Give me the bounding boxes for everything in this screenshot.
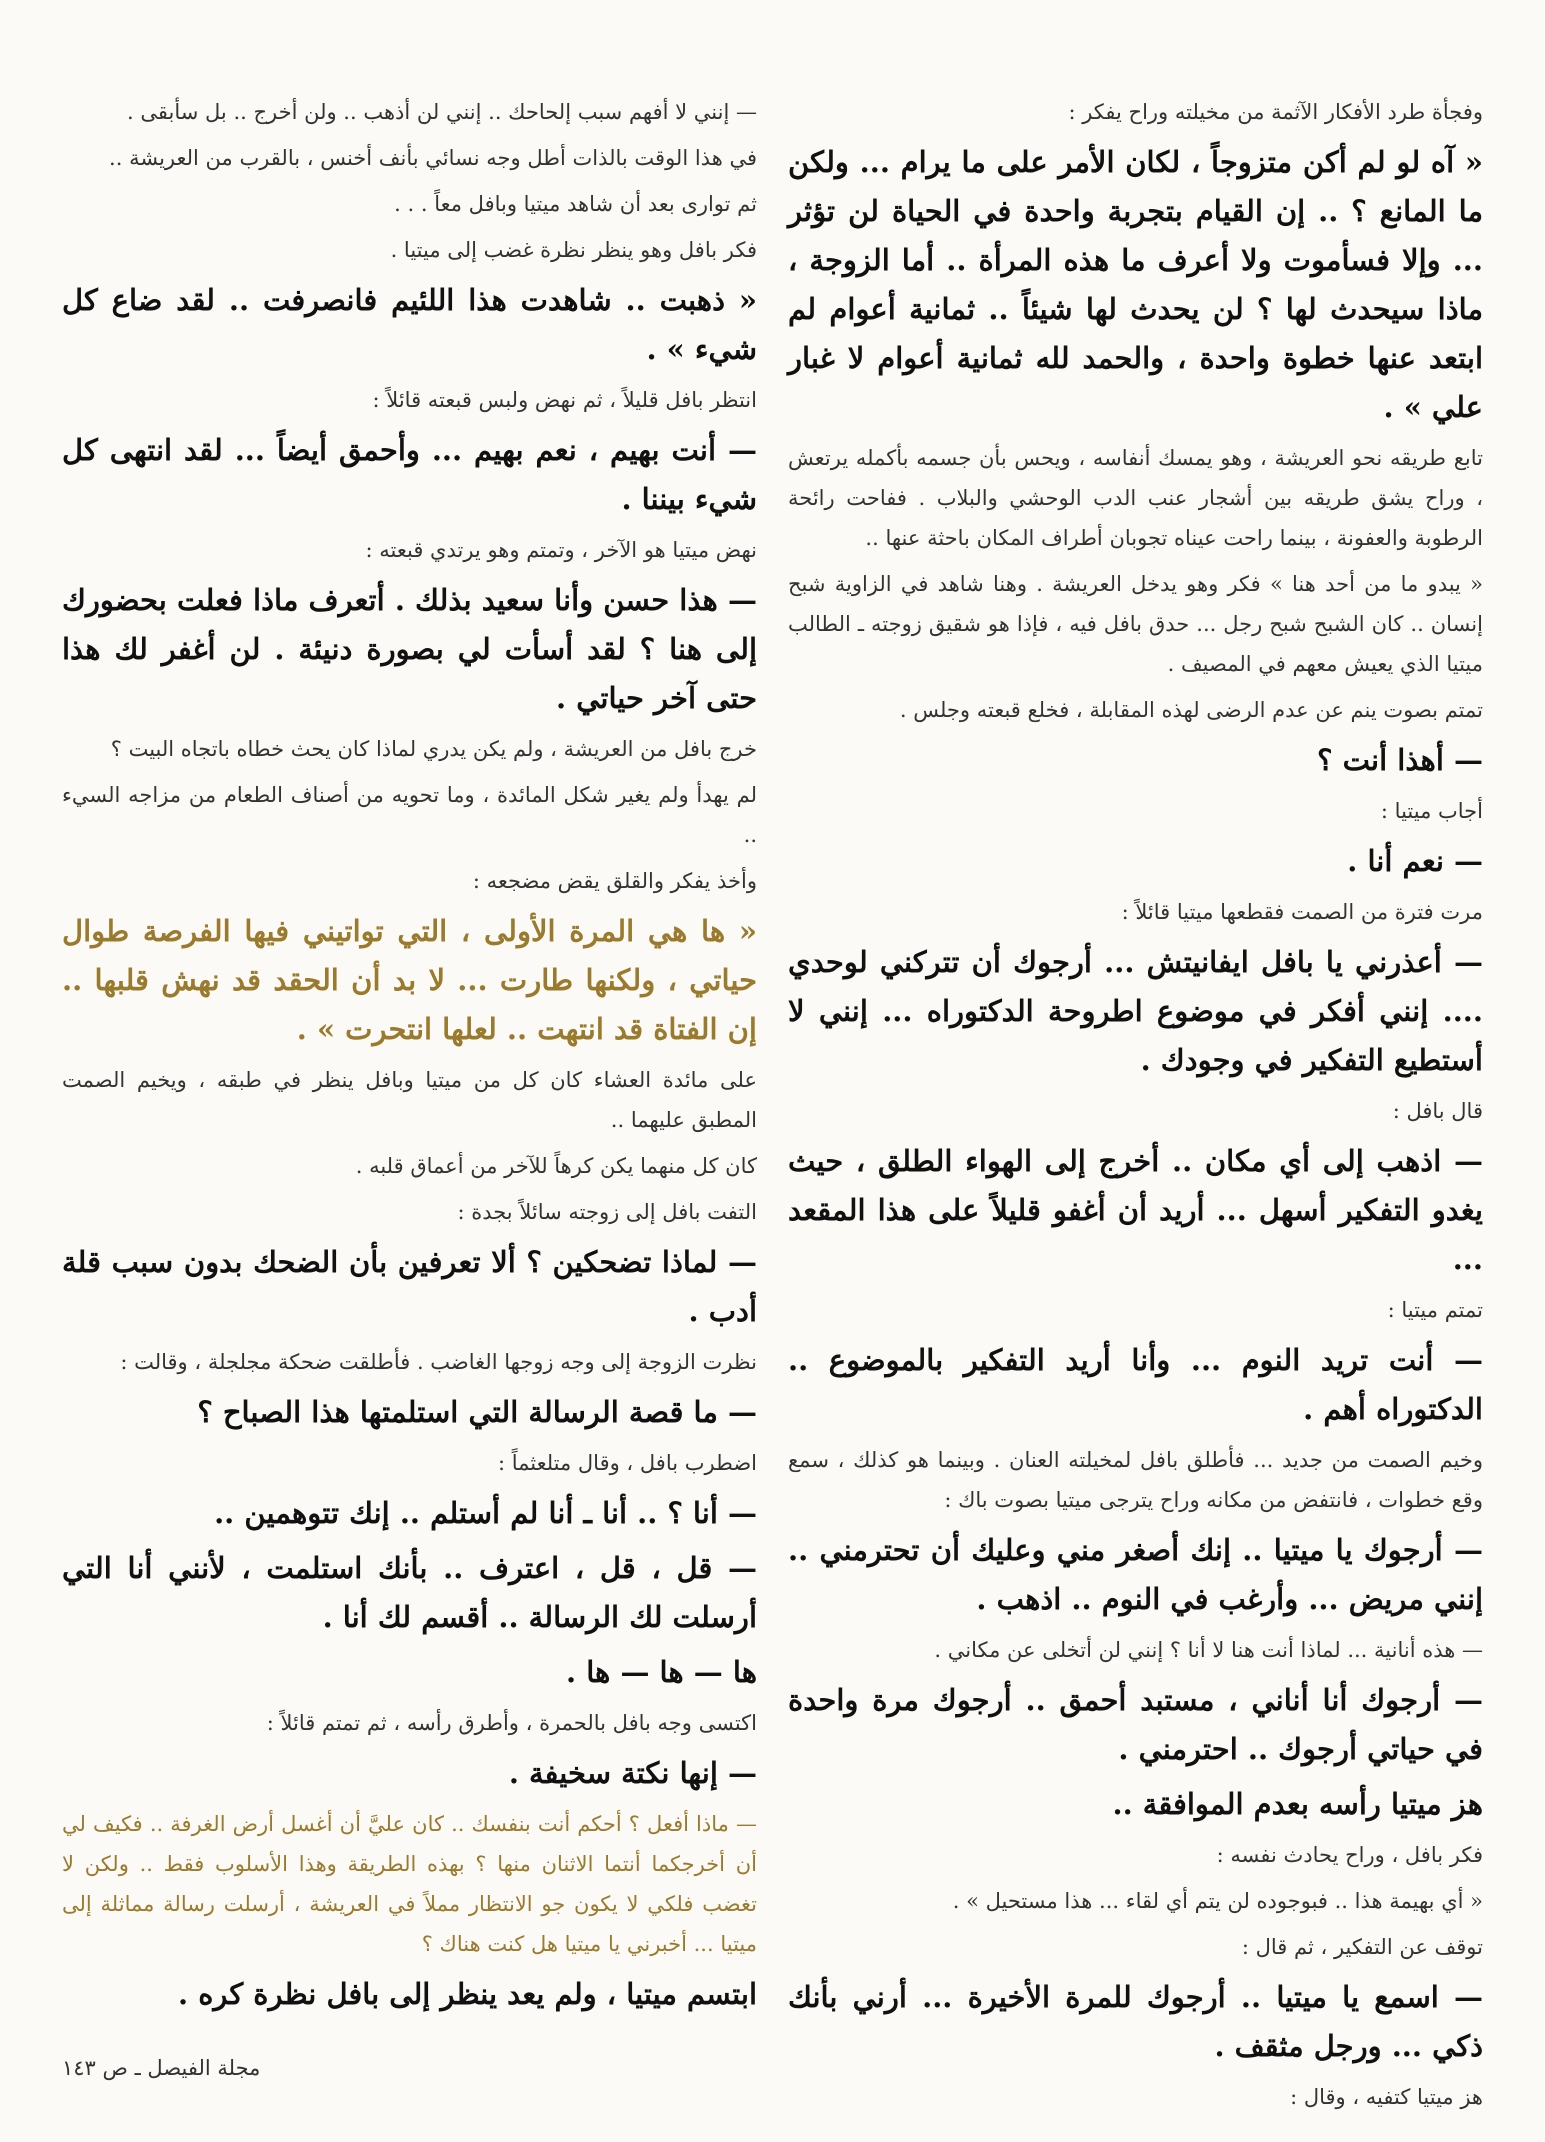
paragraph: تمتم ميتيا : [1387, 1298, 1483, 1322]
paragraph: — أرجوك أنا أناني ، مستبد أحمق .. أرجوك مرة واحدة في حياتي أرجوك .. احترمني . [788, 1683, 1483, 1766]
paragraph: فكر بافل وهو ينظر نظرة غضب إلى ميتيا . [390, 238, 757, 262]
paragraph: — أنا ؟ .. أنا ـ أنا لم أستلم .. إنك تتوهمين .. [214, 1496, 757, 1530]
paragraph: تابع طريقه نحو العريشة ، وهو يمسك أنفاسه ، ويحس بأن جسمه بأكمله يرتعش ، وراح يشق طريقه بين أشجار عنب الدب الوحشي والبلاب . ففاحت رائحة الرطوبة والعفونة ، بينما راحت عيناه تجوبان أطراف المكان باحثة عنها .. [788, 446, 1483, 550]
paragraph: أجاب ميتيا : [1380, 799, 1483, 823]
paragraph: كان كل منهما يكن كرهاً للآخر من أعماق قلبه . [355, 1154, 757, 1178]
paragraph: — إنني لا أفهم سبب إلحاحك .. إنني لن أذهب .. ولن أخرج .. بل سأبقى . [127, 100, 757, 124]
paragraph: وفجأة طرد الأفكار الآثمة من مخيلته وراح يفكر : [1068, 100, 1483, 124]
paragraph: — ماذا أفعل ؟ أحكم أنت بنفسك .. كان عليَّ أن أغسل أرض الغرفة .. فكيف لي أن أخرجكما أنتما الاثنان منها ؟ بهذه الطريقة وهذا الأسلوب فقط .. ولكن لا تغضب فلكي لا يكون جو الانتظار مملاً في العريشة ، أرسلت رسالة مماثلة إلى ميتيا ... أخبرني يا ميتيا هل كنت هناك ؟ [62, 1812, 757, 1956]
paragraph: ثم توارى بعد أن شاهد ميتيا وبافل معاً . . . [394, 192, 757, 216]
paragraph: « آه لو لم أكن متزوجاً ، لكان الأمر على ما يرام ... ولكن ما المانع ؟ .. إن القيام بتجربة واحدة في الحياة لن تؤثر ... وإلا فسأموت ولا أعرف ما هذه المرأة .. أما الزوجة ، ماذا سيحدث لها ؟ لن يحدث لها شيئاً .. ثمانية أعوام لم ابتعد عنها خطوة واحدة ، والحمد لله ثمانية أعوام لا غبار علي » . [788, 145, 1483, 424]
paragraph: « ذهبت .. شاهدت هذا اللئيم فانصرفت .. لقد ضاع كل شيء » . [62, 283, 757, 366]
paragraph: نظرت الزوجة إلى وجه زوجها الغاضب . فأطلقت ضحكة مجلجلة ، وقالت : [120, 1350, 757, 1374]
paragraph: خرج بافل من العريشة ، ولم يكن يدري لماذا كان يحث خطاه باتجاه البيت ؟ [110, 737, 757, 761]
paragraph: « ها هي المرة الأولى ، التي تواتيني فيها الفرصة طوال حياتي ، ولكنها طارت ... لا بد أن الحقد قد نهش قلبها .. إن الفتاة قد انتهت .. لعلها انتحرت » . [62, 914, 757, 1046]
paragraph: — هذه أنانية ... لماذا أنت هنا لا أنا ؟ إنني لن أتخلى عن مكاني . [934, 1638, 1483, 1662]
paragraph: اضطرب بافل ، وقال متلعثماً : [497, 1451, 757, 1475]
paragraph: — اسمع يا ميتيا .. أرجوك للمرة الأخيرة ... أرني بأنك ذكي ... ورجل مثقف . [788, 1980, 1483, 2063]
paragraph: — اذهب إلى أي مكان .. أخرج إلى الهواء الطلق ، حيث يغدو التفكير أسهل ... أريد أن أغفو قليلاً على هذا المقعد ... [788, 1144, 1483, 1276]
paragraph: — قل ، قل ، اعترف .. بأنك استلمت ، لأنني أنا التي أرسلت لك الرسالة .. أقسم لك أنا . [62, 1551, 757, 1634]
paragraph: توقف عن التفكير ، ثم قال : [1241, 1935, 1483, 1959]
paragraph: وأخذ يفكر والقلق يقض مضجعه : [472, 869, 757, 893]
paragraph: تمتم بصوت ينم عن عدم الرضى لهذه المقابلة ، فخلع قبعته وجلس . [899, 698, 1483, 722]
paragraph: قال بافل : [1392, 1099, 1483, 1123]
paragraph: مرت فترة من الصمت فقطعها ميتيا قائلاً : [1121, 900, 1483, 924]
paragraph: انتظر بافل قليلاً ، ثم نهض ولبس قبعته قائلاً : [372, 388, 757, 412]
paragraph: نهض ميتيا هو الآخر ، وتمتم وهو يرتدي قبعته : [365, 538, 757, 562]
page-footer: مجلة الفيصل ـ ص ١٤٣ [62, 2056, 261, 2080]
paragraph: على مائدة العشاء كان كل من ميتيا وبافل ينظر في طبقه ، ويخيم الصمت المطبق عليهما .. [62, 1068, 757, 1132]
paragraph: — نعم أنا . [1347, 844, 1483, 878]
paragraph: — أرجوك يا ميتيا .. إنك أصغر مني وعليك أن تحترمني .. إنني مريض ... وأرغب في النوم .. اذهب . [788, 1533, 1483, 1616]
paragraph: — لماذا تضحكين ؟ ألا تعرفين بأن الضحك بدون سبب قلة أدب . [62, 1245, 757, 1328]
paragraph: فكر بافل ، وراح يحادث نفسه : [1216, 1843, 1483, 1867]
paragraph: في هذا الوقت بالذات أطل وجه نسائي بأنف أخنس ، بالقرب من العريشة .. [109, 146, 757, 170]
paragraph: اكتسى وجه بافل بالحمرة ، وأطرق رأسه ، ثم تمتم قائلاً : [266, 1711, 757, 1735]
paragraph: « يبدو ما من أحد هنا » فكر وهو يدخل العريشة . وهنا شاهد في الزاوية شبح إنسان .. كان الشبح شبح رجل ... حدق بافل فيه ، فإذا هو شقيق زوجته ـ الطالب ميتيا الذي يعيش معهم في المصيف . [788, 572, 1483, 676]
paragraph: « أي بهيمة هذا .. فبوجوده لن يتم أي لقاء ... هذا مستحيل » . [952, 1889, 1483, 1913]
paragraph: ابتسم ميتيا ، ولم يعد ينظر إلى بافل نظرة كره . [178, 1977, 757, 2011]
paragraph: التفت بافل إلى زوجته سائلاً بجدة : [457, 1200, 757, 1224]
paragraph: وخيم الصمت من جديد ... فأطلق بافل لمخيلته العنان . وبينما هو كذلك ، سمع وقع خطوات ، فانتفض من مكانه وراح يترجى ميتيا بصوت باك : [788, 1448, 1483, 1512]
paragraph: هز ميتيا كتفيه ، وقال : [1290, 2085, 1483, 2109]
paragraph: — ما قصة الرسالة التي استلمتها هذا الصباح ؟ [197, 1395, 757, 1429]
paragraph: — أنت بهيم ، نعم بهيم ... وأحمق أيضاً ... لقد انتهى كل شيء بيننا . [62, 433, 757, 516]
paragraph: هز ميتيا رأسه بعدم الموافقة .. [1112, 1787, 1483, 1821]
paragraph: — أهذا أنت ؟ [1317, 743, 1483, 777]
paragraph: — إنها نكتة سخيفة . [508, 1756, 757, 1790]
paragraph: ها — ها — ها . [566, 1655, 757, 1689]
right-column [788, 92, 1483, 2123]
paragraph: لم يهدأ ولم يغير شكل المائدة ، وما تحويه من أصناف الطعام من مزاجه السيء .. [62, 783, 757, 847]
paragraph: — أعذرني يا بافل ايفانيتش ... أرجوك أن تتركني لوحدي .... إنني أفكر في موضوع اطروحة الدكتوراه ... إنني لا أستطيع التفكير في وجودك . [788, 945, 1483, 1077]
left-column [62, 92, 757, 2025]
paragraph: — هذا حسن وأنا سعيد بذلك . أتعرف ماذا فعلت بحضورك إلى هنا ؟ لقد أسأت لي بصورة دنيئة . لن أغفر لك هذا حتى آخر حياتي . [62, 583, 757, 715]
paragraph: — أنت تريد النوم ... وأنا أريد التفكير بالموضوع .. الدكتوراه أهم . [788, 1343, 1483, 1426]
